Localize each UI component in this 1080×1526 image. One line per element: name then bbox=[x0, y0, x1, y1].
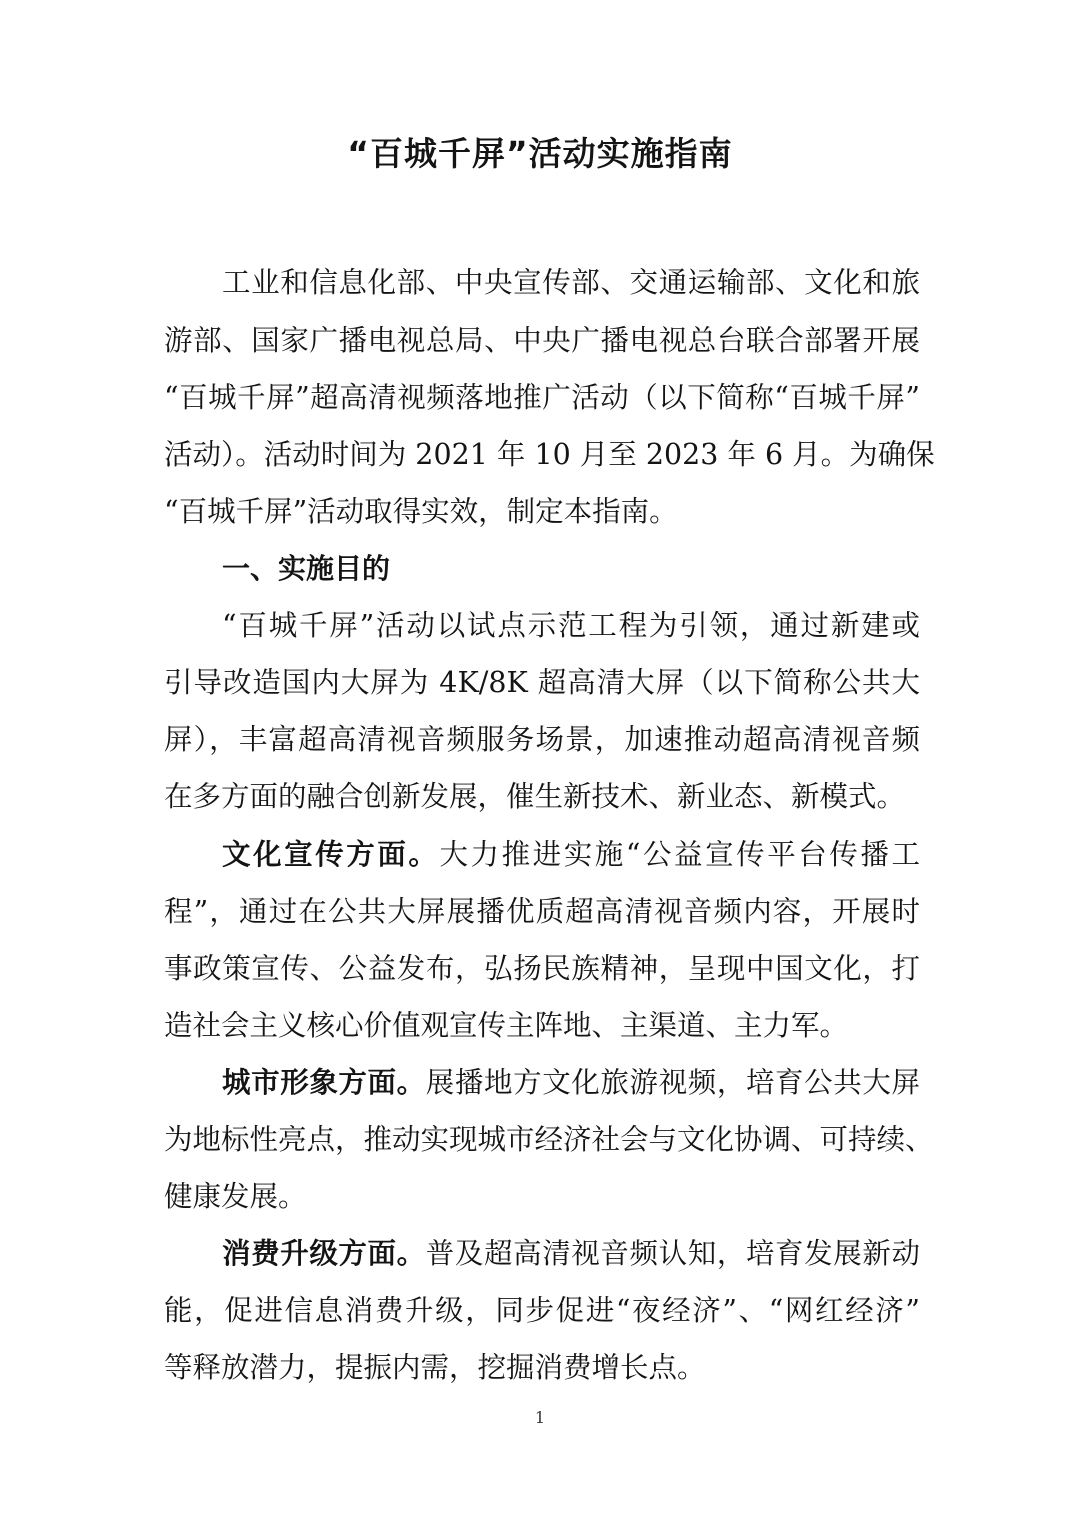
consumption-label: 消费升级方面。 bbox=[222, 1237, 426, 1270]
section-heading: 一、实施目的 bbox=[222, 552, 391, 585]
city-label: 城市形象方面。 bbox=[222, 1066, 426, 1099]
intro-line-4: 活动）。活动时间为 2021 年 10 月至 2023 年 6 月。为确保 bbox=[164, 438, 935, 471]
city-line-3: 健康发展。 bbox=[164, 1180, 307, 1213]
consumption-line-1 bbox=[222, 1234, 920, 1274]
purpose-line-2: 引导改造国内大屏为 4K/8K 超高清大屏（以下简称公共大 bbox=[164, 666, 920, 699]
intro-line-3: “百城千屏”超高清视频落地推广活动（以下简称“百城千屏” bbox=[164, 381, 920, 414]
culture-line-2: 程”，通过在公共大屏展播优质超高清视音频内容，开展时 bbox=[164, 895, 920, 928]
intro-line-2: 游部、国家广播电视总局、中央广播电视总台联合部署开展 bbox=[164, 324, 920, 357]
culture-label: 文化宣传方面。 bbox=[222, 838, 440, 871]
purpose-line-3: 屏），丰富超高清视音频服务场景，加速推动超高清视音频 bbox=[164, 723, 920, 756]
culture-line-3: 事政策宣传、公益发布，弘扬民族精神，呈现中国文化，打 bbox=[164, 952, 920, 985]
intro-line-1: 工业和信息化部、中央宣传部、交通运输部、文化和旅 bbox=[222, 266, 920, 299]
consumption-first-line-text: 普及超高清视音频认知，培育发展新动 bbox=[425, 1237, 920, 1270]
consumption-line-2: 能，促进信息消费升级，同步促进“夜经济”、“网红经济” bbox=[164, 1294, 920, 1327]
intro-line-5: “百城千屏”活动取得实效，制定本指南。 bbox=[164, 495, 678, 528]
purpose-line-4: 在多方面的融合创新发展，催生新技术、新业态、新模式。 bbox=[164, 780, 906, 813]
consumption-line-3: 等释放潜力，提振内需，挖掘消费增长点。 bbox=[164, 1351, 706, 1384]
purpose-line-1: “百城千屏”活动以试点示范工程为引领，通过新建或 bbox=[222, 609, 920, 642]
city-first-line-text: 展播地方文化旅游视频，培育公共大屏 bbox=[425, 1066, 920, 1099]
culture-line-1 bbox=[222, 835, 920, 875]
culture-first-line-text: 大力推进实施“公益宣传平台传播工 bbox=[439, 838, 920, 871]
city-line-2: 为地标性亮点，推动实现城市经济社会与文化协调、可持续、 bbox=[164, 1123, 934, 1156]
city-line-1 bbox=[222, 1063, 920, 1103]
document-title: “百城千屏”活动实施指南 bbox=[347, 134, 733, 173]
page-number: 1 bbox=[534, 1408, 546, 1427]
culture-line-4: 造社会主义核心价值观宣传主阵地、主渠道、主力军。 bbox=[164, 1009, 849, 1042]
